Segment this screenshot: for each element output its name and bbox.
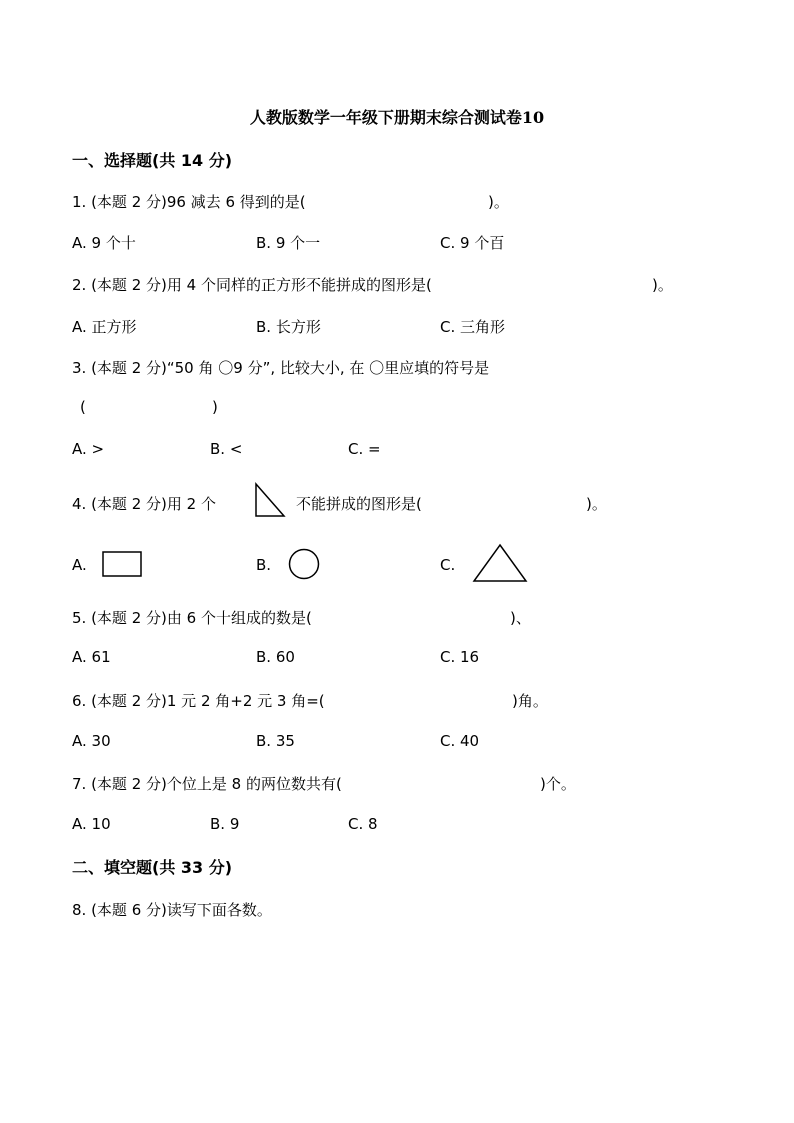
circle-icon — [288, 548, 320, 580]
question-6-option-c: C. 40 — [440, 732, 480, 750]
right-triangle-icon — [254, 482, 286, 518]
question-5-close: )、 — [510, 609, 531, 627]
question-3-option-c: C. = — [348, 440, 381, 458]
section-heading-fill: 二、填空题(共 33 分) — [72, 858, 233, 877]
question-5-option-a: A. 61 — [72, 648, 111, 666]
question-3-answer-close: ) — [212, 398, 218, 416]
question-4-text: 4. (本题 2 分)用 2 个 — [72, 495, 216, 513]
question-1-close: )。 — [488, 193, 509, 211]
question-4-option-a: A. — [72, 556, 87, 574]
question-2-option-a: A. 正方形 — [72, 318, 137, 336]
question-6-close: )角。 — [512, 692, 548, 710]
question-1-option-b: B. 9 个一 — [256, 234, 321, 252]
rectangle-icon — [102, 551, 142, 577]
question-5-option-c: C. 16 — [440, 648, 480, 666]
section-heading-choice: 一、选择题(共 14 分) — [72, 151, 233, 170]
question-1-text: 1. (本题 2 分)96 减去 6 得到的是( — [72, 193, 306, 211]
question-3-text: 3. (本题 2 分)“50 角 〇9 分”, 比较大小, 在 〇里应填的符号是 — [72, 359, 490, 377]
question-2-text: 2. (本题 2 分)用 4 个同样的正方形不能拼成的图形是( — [72, 276, 432, 294]
question-2-option-c: C. 三角形 — [440, 318, 506, 336]
question-7-text: 7. (本题 2 分)个位上是 8 的两位数共有( — [72, 775, 342, 793]
question-3-answer-open: ( — [80, 398, 86, 416]
question-6-option-a: A. 30 — [72, 732, 111, 750]
question-8-text: 8. (本题 6 分)读写下面各数。 — [72, 901, 272, 919]
question-4-option-b: B. — [256, 556, 272, 574]
question-7-option-b: B. 9 — [210, 815, 240, 833]
question-6-option-b: B. 35 — [256, 732, 295, 750]
question-2-option-b: B. 长方形 — [256, 318, 321, 336]
question-5-option-b: B. 60 — [256, 648, 295, 666]
question-7-option-a: A. 10 — [72, 815, 111, 833]
question-3-option-a: A. > — [72, 440, 105, 458]
question-1-option-c: C. 9 个百 — [440, 234, 505, 252]
question-7-close: )个。 — [540, 775, 576, 793]
question-2-close: )。 — [652, 276, 673, 294]
triangle-icon — [472, 543, 528, 583]
page-title: 人教版数学一年级下册期末综合测试卷10 — [249, 108, 545, 127]
question-4-option-c: C. — [440, 556, 456, 574]
question-6-text: 6. (本题 2 分)1 元 2 角+2 元 3 角=( — [72, 692, 325, 710]
question-5-text: 5. (本题 2 分)由 6 个十组成的数是( — [72, 609, 312, 627]
question-7-option-c: C. 8 — [348, 815, 378, 833]
question-3-option-b: B. < — [210, 440, 243, 458]
question-4-text-mid: 不能拼成的图形是( — [296, 495, 422, 513]
question-1-option-a: A. 9 个十 — [72, 234, 136, 252]
question-4-close: )。 — [586, 495, 607, 513]
